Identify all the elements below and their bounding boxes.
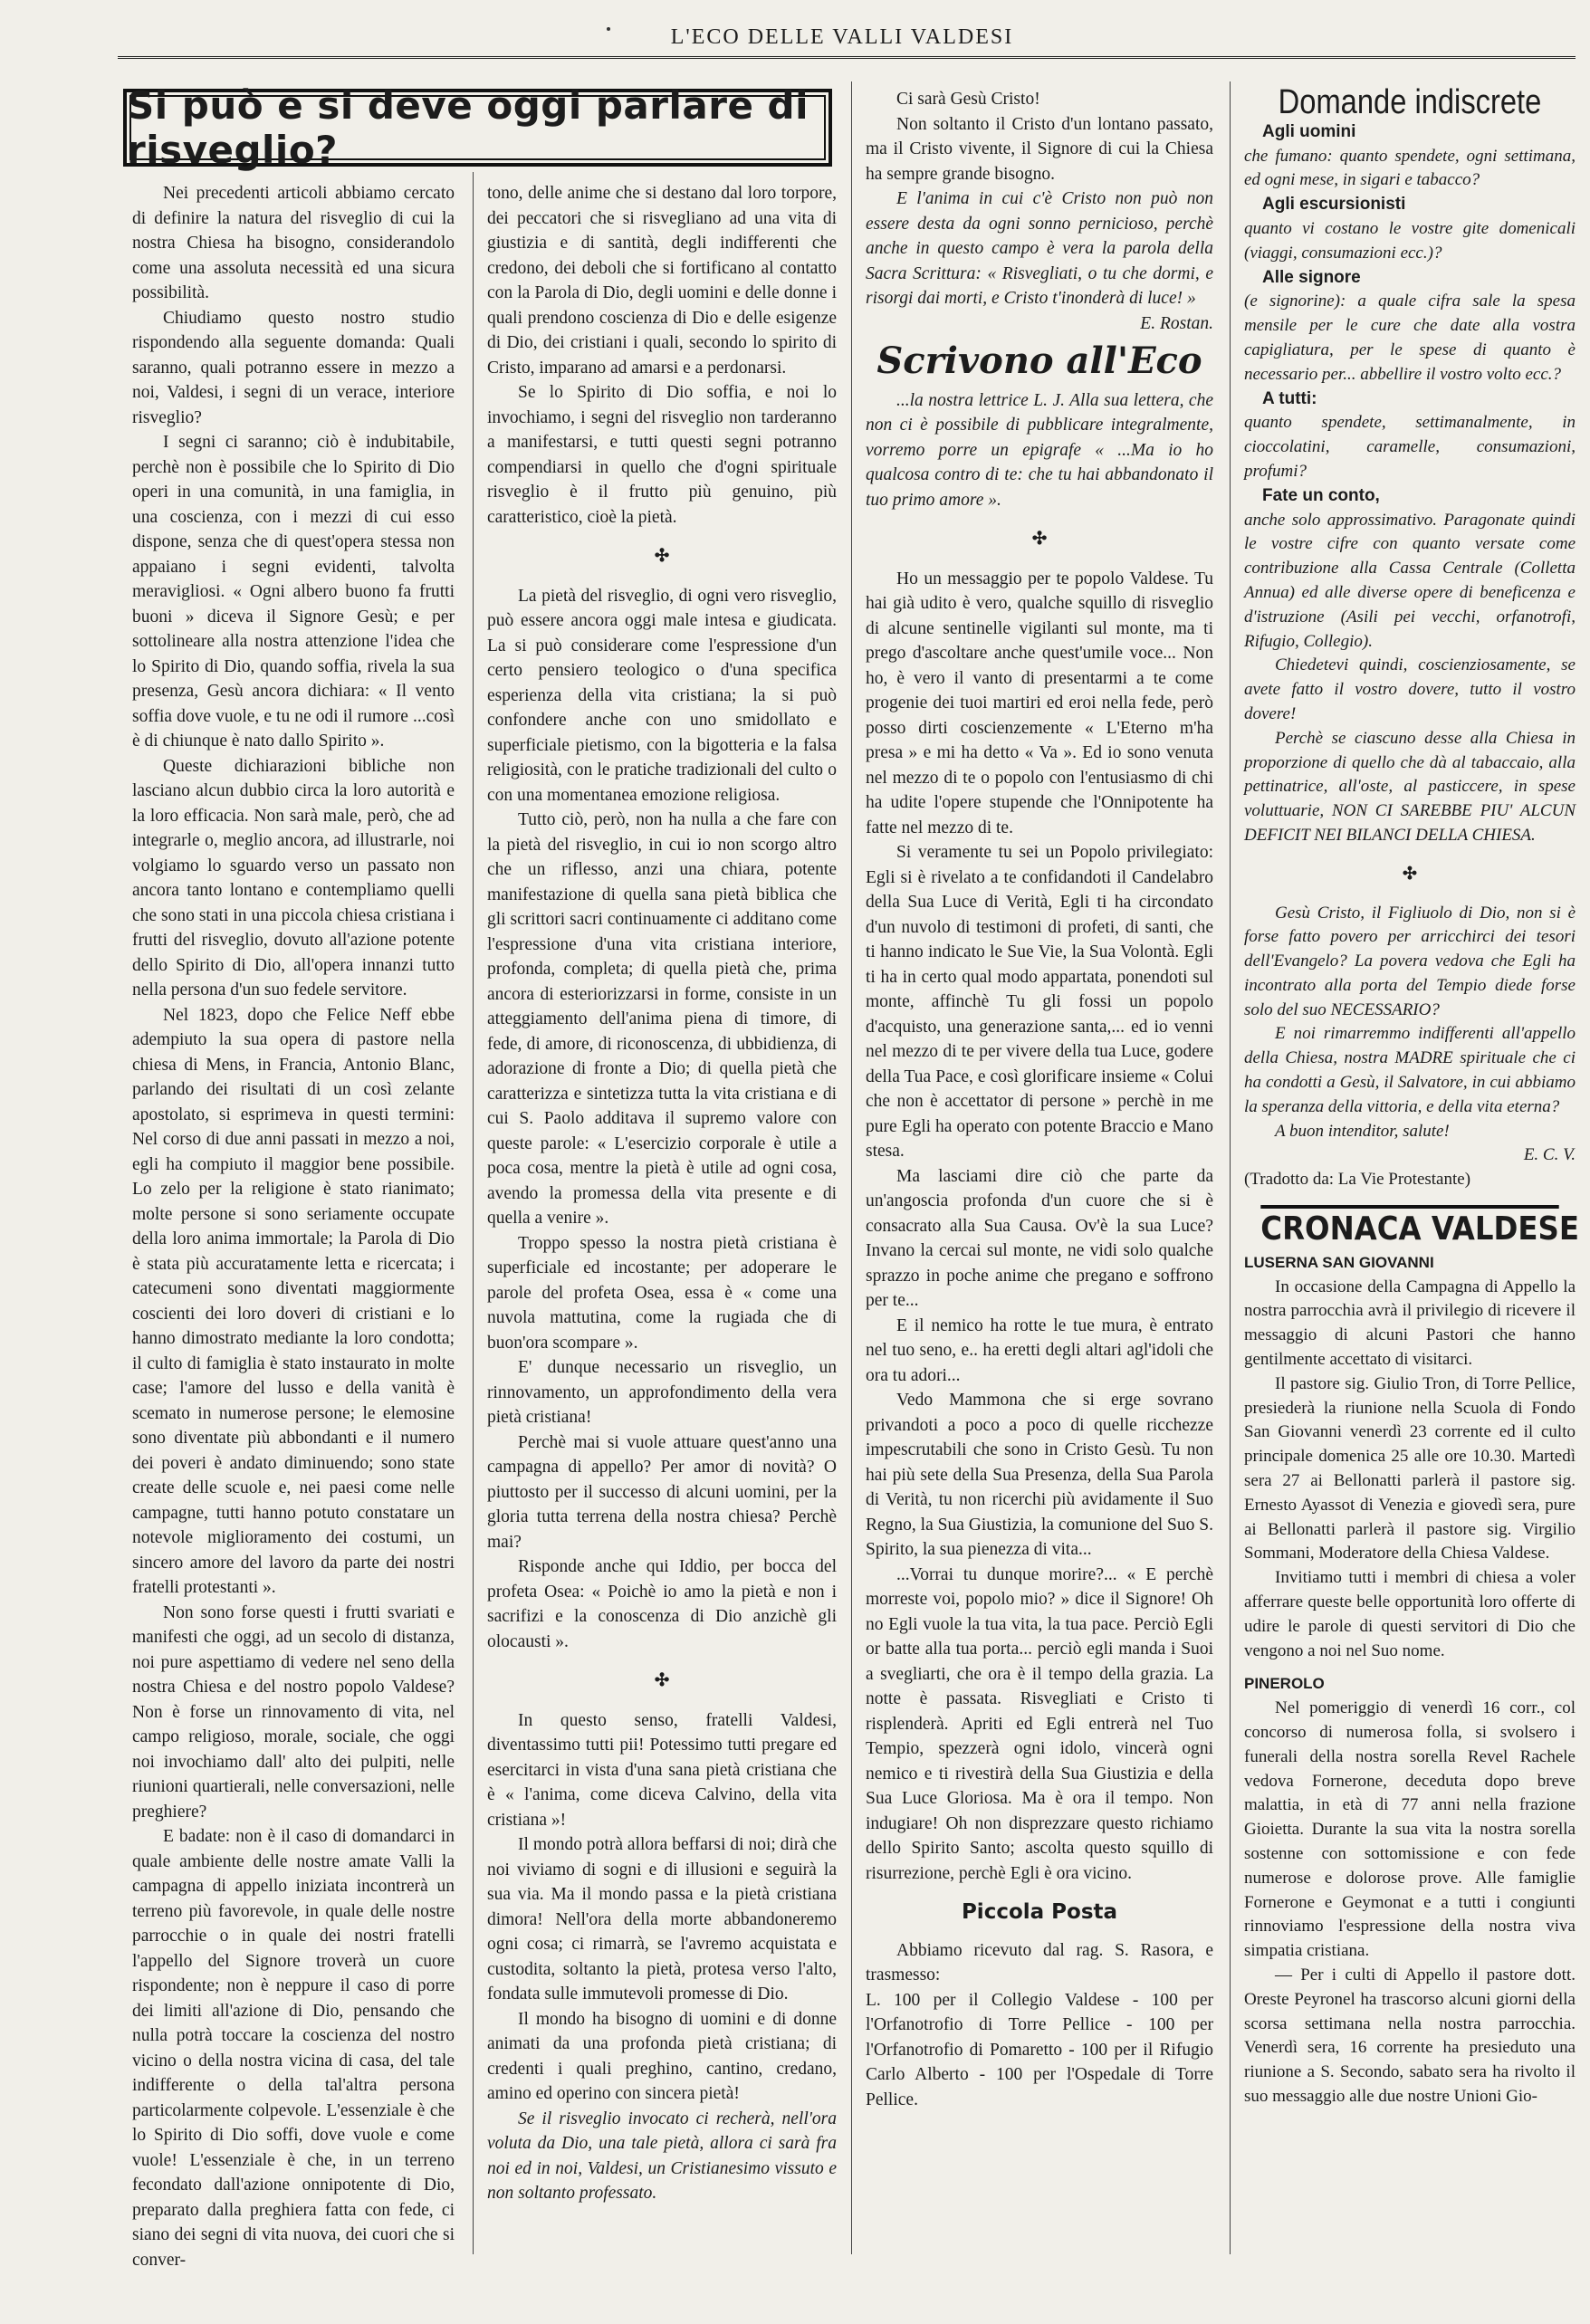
header-rule bbox=[118, 56, 1576, 59]
domande-text: quanto spendete, settimanalmente, in cioccolatini, caramelle, consumazioni, profumi? bbox=[1244, 413, 1576, 481]
column-divider-1 bbox=[473, 172, 474, 2254]
domande-p4: E noi rimarremmo indifferenti all'appello della Chiesa, nostra MADRE spirituale che ci ha condotti a Gesù, il Salvatore, in cui abbiamo la speranza della vittoria, e della vita eterna? bbox=[1244, 1024, 1576, 1116]
domande-text: (e signorine): a quale cifra sale la spesa mensile per le cure che date alla vostra capigliatura, per le spese di quanto è necessario per... abbellire il vostro volto ecc.? bbox=[1244, 292, 1576, 384]
article-paragraph: Risponde anche qui Iddio, per bocca del profeta Osea: « Poichè io amo la pietà e non i sacrifizi e la conoscenza di Dio anzichè gli olocausti ». bbox=[487, 1557, 837, 1651]
column-divider-3 bbox=[1230, 81, 1231, 2254]
posta-body: L. 100 per il Collegio Valdese - 100 per l'Orfanotrofio di Torre Pellice - 100 per l'Orfanotrofio di Pomaretto - 100 per il Rifugio Carlo Alberto - 100 per l'Ospedale di Torre Pellice. bbox=[866, 1990, 1213, 2109]
article-paragraph: Se il risveglio invocato ci recherà, nell'ora voluta da Dio, una tale pietà, allora ci sarà fra noi ed in noi, Valdesi, un Cristianesimo vissuto e non soltanto professato. bbox=[487, 2109, 837, 2203]
article-paragraph: La pietà del risveglio, di ogni vero risveglio, può essere ancora oggi male intesa e giudicata. La si può considerare come l'espressione d'un certo pensiero teologico o d'una specifica esperienza della vita cristiana; la si può confondere anche con uno smidollato e superficiale pietismo, con la bigotteria e la falsa religiosità, con le pratiche tradizionali del culto o con una momentanea emozione religiosa. bbox=[487, 586, 837, 805]
article-paragraph: Chiudiamo questo nostro studio rispondendo alla seguente domanda: Quali saranno, quali potranno essere in mezzo a noi, Valdesi, i segni di un verace, interiore risveglio? bbox=[132, 308, 455, 427]
article-paragraph: Il mondo ha bisogno di uomini e di donne animati da una profonda pietà cristiana; di credenti i quali preghino, cantino, credano, amino ed operino con sincera pietà! bbox=[487, 2009, 837, 2103]
domande-title: Domande indiscrete bbox=[1278, 83, 1542, 121]
domande-signature: E. C. V. bbox=[1523, 1145, 1576, 1165]
cronaca-location-pinerolo: PINEROLO bbox=[1244, 1675, 1325, 1693]
article-paragraph: Perchè mai si vuole attuare quest'anno una campagna di appello? Per amor di novità? O piuttosto per il successo di alcuni uomini, per la gloria tutta terrena della nostra chiesa? Perchè mai? bbox=[487, 1432, 837, 1552]
domande-p3: Gesù Cristo, il Figliuolo di Dio, non si è forse fatto povero per arricchirci dei tesori dell'Evangelo? La povera vedova che Egli ha incontrato alla porta del Tempio diede forse solo del suo NECESSARIO? bbox=[1244, 903, 1576, 1019]
domande-p2: Perchè se ciascuno desse alla Chiesa in proporzione di quello che dà al tabaccaio, alla pettinatrice, all'oste, al pasticcere, in spese voluttuarie, NON CI SAREBBE PIU' ALCUN DEFICIT NEI BILANCI DELLA CHIESA. bbox=[1244, 728, 1576, 845]
article-paragraph: Nel 1823, dopo che Felice Neff ebbe adempiuto la sua opera di pastore nella chiesa di Mens, in Francia, Antonio Blanc, parlando dei risultati di un così zelante apostolato, si esprimeva in questi termini: Nel corso di due anni passati in mezzo a noi, egli ha compiuto il maggior bene possibile. Lo zelo per la religione è stato rianimato; molte persone si sono seriamente occupate della loro anima immortale; la Parola di Dio è stata più accuratamente letta e ricercata; i catecumeni sono diventati maggiormente coscienti dei loro doveri di cristiani e lo hanno dimostrato mediante la loro condotta; il culto di famiglia è stato instaurato in molte case; l'amore del lusso e della vanità è scemato in numerose persone; le elemosine sono diventate più abbondanti e il numero dei poveri è andato diminuendo; sono state create delle scuole e, nei paesi come nelle campagne, tutti hanno potuto constatare un notevole miglioramento dei costumi, un sincero amore del lavoro da parte dei nostri fratelli protestanti ». bbox=[132, 1005, 455, 1597]
article-paragraph: Troppo spesso la nostra pietà cristiana è superficiale ed incostante; per adoperare le parole del profeta Osea, essa è « come una nuvola mattutina, come la rugiada che di buon'ora scompare ». bbox=[487, 1233, 837, 1353]
domande-p5: A buon intenditor, salute! bbox=[1275, 1121, 1450, 1141]
article-column-2 bbox=[487, 181, 837, 2206]
cronaca-p1: In occasione della Campagna di Appello la nostra parrocchia avrà il privilegio di ricevere il messaggio di alcuni Pastori che hanno gentilmente accettato di visitarci. bbox=[1244, 1277, 1576, 1370]
article-paragraph: E badate: non è il caso di domandarci in quale ambiente delle nostre amate Valli la campagna di appello iniziata incontrerà un terreno più favorevole, in quale delle nostre parrocchie o in quale dei nostri fratelli l'appello del Signore troverà un cuore rispondente; non è neppure il caso di porre dei limiti all'azione di Dio, pensando che nulla potrà toccare la coscienza del nostro vicino o della nostra vicina di casa, del tale indifferente o della tal'altra persona particolarmente colpevole. L'essenziale è che lo Spirito di Dio soffi, dove vuole e come vuole! L'essenziale è che, in un terreno fecondato dall'azione onnipotente di Dio, preparato dalla preghiera fatta con fede, ci siano dei segni di vita nuova, dei cuori che si conver- bbox=[132, 1827, 455, 2270]
cronaca-title: CRONACA VALDESE bbox=[1260, 1205, 1558, 1242]
cronaca-p2: Il pastore sig. Giulio Tron, di Torre Pellice, presiederà la riunione nella Scuola di Fondo San Giovanni venerdì 23 corrente ed il culto principale domenica 25 alle ore 10.30. Martedì sera 27 ai Bellonatti parlerà il pastore sig. Ernesto Ayassot di Venezia e giovedì sera, pure ai Bellonatti parlerà il pastore sig. Virgilio Sommani, Moderatore della Chiesa Valdese. bbox=[1244, 1373, 1576, 1564]
article-ending bbox=[866, 87, 1213, 311]
domande-text: quanto vi costano le vostre gite domenicali (viaggi, consumazioni ecc.)? bbox=[1244, 218, 1576, 263]
article-paragraph: E l'anima in cui c'è Cristo non può non essere desta da ogni sonno pernicioso, perchè anche in questo campo è vera la parola della Sacra Scrittura: « Risvegliati, o tu che dormi, e risorgi dai morti, e Cristo t'inonderà di luce! » bbox=[866, 189, 1213, 308]
article-paragraph: Tutto ciò, però, non ha nulla a che fare con la pietà del risveglio, in cui io non scorgo altro che un riflesso, anzi una chiara, potente manifestazione di quella sana pietà biblica che gli scrittori sacri continuamente ci additano come l'espressione d'una vita cristiana interiore, profonda, completa; di quella pietà che, prima ancora di esteriorizzarsi in forme, consiste in un atteggiamento dell'anima piena di timore, di fede, di amore, di riconoscenza, di ubbidienza, di adorazione di fronte a Dio; di quella pietà che caratterizza e sintetizza tutta la vita cristiana e di cui S. Paolo additava il supremo valore con queste parole: « L'esercizio corporale è utile a poca cosa, mentre la pietà è utile ad ogni cosa, avendo la promessa della vita presente e di quella a venire ». bbox=[487, 810, 837, 1228]
scrivono-body bbox=[866, 567, 1213, 1887]
article-paragraph: Nei precedenti articoli abbiamo cercato di definire la natura del risveglio di cui la nostra Chiesa ha bisogno, considerandolo come una assoluta necessità ed una sicura possibilità. bbox=[132, 184, 455, 302]
domande-heading: Agli escursionisti bbox=[1262, 195, 1406, 215]
domande-heading: Fate un conto, bbox=[1262, 485, 1380, 505]
domande-heading: Agli uomini bbox=[1262, 121, 1356, 141]
cross-ornament: ✣ bbox=[654, 547, 670, 566]
cross-ornament: ✣ bbox=[1031, 530, 1048, 549]
article-paragraph: In questo senso, fratelli Valdesi, diventassimo tutti pii! Potessimo tutti pregare ed esercitarci in vista d'una sana pietà cristiana che è « l'anima, come diceva Calvino, della vita cristiana »! bbox=[487, 1710, 837, 1830]
article-paragraph: Non sono forse questi i frutti svariati e manifesti che oggi, ad un secolo di distanza, noi pure aspettiamo di vedere nel seno della nostra Chiesa e del nostro popolo Valdese? Non è forse un rinnovamento di vita, nel campo religioso, morale, sociale, che oggi noi invochiamo dall' alto dei pulpiti, nelle riunioni quartierali, nelle conversazioni, nelle preghiere? bbox=[132, 1602, 455, 1822]
letter-paragraph: Ho un messaggio per te popolo Valdese. Tu hai già udito è vero, qualche squillo di risveglio di alcune sentinelle vigilanti sul monte, ma ti prego d'ascoltare anche quest'umile voce... Non ho, è vero il vanto di presentarmi a te come progenie dei tuoi martiri ed eroi nella fede, però posso dirti coscienzemente « L'Eterno m'ha presa » e mi ha detto « Va ». Ed io sono venuta nel mezzo di te o popolo con l'entusiasmo di chi ha udite l'opere stupende che l'Onnipotente ha fatte nel mezzo di te. bbox=[866, 569, 1213, 837]
cronaca-p5: — Per i culti di Appello il pastore dott. Oreste Peyronel ha trascorso alcuni giorni della scorsa settimana nella nostra parrocchia. Venerdì sera, 16 corrente ha presieduto una riunione a S. Secondo, sabato sera ha rivolto il suo messaggio alle due nostre Unioni Gio- bbox=[1244, 1965, 1576, 2106]
article-title: Si può e si deve oggi parlare di risveglio? bbox=[127, 83, 809, 172]
article-paragraph: Non soltanto il Cristo d'un lontano passato, ma il Cristo vivente, il Signore di cui la Chiesa ha sempre grande bisogno. bbox=[866, 114, 1213, 184]
article-title-box bbox=[123, 83, 832, 172]
article-paragraph: Ci sarà Gesù Cristo! bbox=[896, 90, 1040, 109]
scrivono-title: Scrivono all'Eco bbox=[876, 340, 1202, 382]
article-paragraph: I segni ci saranno; ciò è indubitabile, perchè non è possibile che lo Spirito di Dio operi in una comunità, in una famiglia, in una coscienza, con i mezzi di cui esso dispone, senza che di quest'opera stessa non appaiano i segni evidenti, talvolta meravigliosi. « Ogni albero buono fa frutti buoni » diceva il Signore Gesù; e per sottolineare alla nostra attenzione l'idea che lo Spirito di Dio, quando soffia, rivela la sua presenza, Gesù ancora dichiara: « Il vento soffia dove vuole, e tu ne odi il rumore ...così è di chiunque è nato dallo Spirito ». bbox=[132, 433, 455, 751]
article-paragraph: Il mondo potrà allora beffarsi di noi; dirà che noi viviamo di sogni e di illusioni e seguirà la sua via. Ma il mondo passa e la pietà cristiana dimora! Nell'ora della morte abbandoneremo ogni cosa; ci rimarrà, se l'avremo acquistata e custodita, soltanto la pietà, protesa verso l'alto, fondata sulle immutevoli promesse di Dio. bbox=[487, 1835, 837, 2004]
article-paragraph: tono, delle anime che si destano dal loro torpore, dei peccatori che si risvegliano ad una vita di giustizia e di santità, degli indifferenti che credono, dei deboli che si fortificano al contatto con la Parola di Dio, degli uomini e delle donne i quali prendono coscienza di Dio e delle esigenze di Dio, dei cristiani i quali, secondo lo spirito di Cristo, imparano ad amarsi e a perdonarsi. bbox=[487, 184, 837, 378]
newspaper-header: L'ECO DELLE VALLI VALDESI bbox=[670, 25, 1014, 49]
cronaca-p3: Invitiamo tutti i membri di chiesa a voler afferrare queste belle opportunità loro offerte di udire le parole di questi servitori di Dio che vengono a noi nel Suo nome. bbox=[1244, 1568, 1576, 1660]
domande-source: (Tradotto da: La Vie Protestante) bbox=[1244, 1170, 1471, 1190]
article-signature: E. Rostan. bbox=[1140, 313, 1213, 333]
letter-paragraph: Si veramente tu sei un Popolo privilegiato: Egli si è rivelato a te confidandoti il Candelabro della Sua Luce di Verità, Egli ti ha circondato d'un nuvolo di testimoni di profeti, di santi, che ti hanno indicato le Sue Vie, la Sua Volontà. Egli ti ha in certo qual modo appartata, ponendoti sul monte, affinchè Tu gli fossi un popolo d'acquisto, una generazione santa,... ed io venni nel mezzo di te per vivere della tua Luce, godere della Tua Pace, e così glorificare insieme « Colui che non è accettator di persone » perchè in me pure Egli ha operato con potente Braccio e Mano stesa. bbox=[866, 843, 1213, 1161]
cronaca-p4: Nel pomeriggio di venerdì 16 corr., col concorso di numerosa folla, si svolsero i funerali della nostra sorella Revel Rachele vedova Fornerone, deceduta dopo breve malattia, in età di 77 anni nella frazione Gioietta. Durante la sua vita la nostra sorella sostenne con sottomissione e con fede numerose e dolorose prove. Alle famiglie Fornerone e Geymonat e a tutti i congiunti rinnoviamo l'espressione della nostra viva simpatia cristiana. bbox=[1244, 1698, 1576, 1961]
article-paragraph: Se lo Spirito di Dio soffia, e noi lo invochiamo, i segni del risveglio non tarderanno a manifestarsi, e tutti questi segni potranno compendiarsi in quello che d'ogni spirituale risveglio è il frutto più genuino, più caratteristico, cioè la pietà. bbox=[487, 383, 837, 527]
article-column-3 bbox=[866, 87, 1213, 2112]
letter-paragraph: E il nemico ha rotte le tue mura, è entrato nel tuo seno, e.. ha eretti degli altari agl'idoli che ora tu adori... bbox=[866, 1315, 1213, 1385]
domande-heading: Alle signore bbox=[1262, 267, 1361, 287]
domande-heading: A tutti: bbox=[1262, 388, 1317, 408]
column-divider-2 bbox=[851, 81, 852, 2254]
cronaca-location-luserna: LUSERNA SAN GIOVANNI bbox=[1244, 1253, 1434, 1271]
cross-ornament-2: ✣ bbox=[1403, 864, 1417, 884]
domande-text: anche solo approssimativo. Paragonate quindi le vostre cifre con quanto versate come contribuzione alla Cassa Centrale (Colletta Annua) ed alle diverse opere di beneficenza e d'istruzione (Asili pei vecchi, orfanotrofi, Rifugio, Collegio). bbox=[1244, 510, 1576, 651]
posta-title: Piccola Posta bbox=[961, 1900, 1118, 1924]
domande-text: che fumano: quanto spendete, ogni settimana, ed ogni mese, in sigari e tabacco? bbox=[1244, 146, 1576, 190]
article-paragraph: Queste dichiarazioni bibliche non lasciano alcun dubbio circa la loro autorità e la loro efficacia. Non sarà male, però, che ad integrarle o, meglio ancora, ad illustrarle, noi volgiamo lo sguardo verso un passato non ancora tanto lontano e contempliamo quelli che sono stati in una piccola chiesa cristiana i frutti del risveglio, dovuto all'azione potente dello Spirito di Dio, all'opera innanzi tutto nella persona d'un suo fedele servitore. bbox=[132, 756, 455, 999]
letter-paragraph: ...Vorrai tu dunque morire?... « E perchè morreste voi, popolo mio? » dice il Signore! Oh no Egli vuole la tua vita, la tua pace. Perciò Egli or batte alla tua porta... perciò egli manda i Suoi a svegliarti, che ora è il tempo della grazia. La notte è passata. Risvegliati e Cristo ti risplenderà. Apriti ed Egli entrerà nel Tuo Tempio, spezzerà ogni idolo, vincerà ogni nemico e ti rivestirà della Sua Giustizia e della Sua Luce Gloriosa. Ma è ora il tempo. Non indugiare! Oh non disprezzare questo richiamo dello Spirito Santo; ascolta questo squillo di risurrezione, perchè Egli è ora vicino. bbox=[866, 1564, 1213, 1883]
letter-paragraph: Vedo Mammona che si erge sovrano privandoti a poco a poco di quelle ricchezze impescrutabili che sono in Cristo Gesù. Tu non hai più sete della Sua Presenza, della Sua Parola di Verità, tu non ricerchi più avidamente il Suo Regno, la Sua Giustizia, la comunione del Suo S. Spirito, la sua pienezza di vita... bbox=[866, 1391, 1213, 1559]
article-paragraph: E' dunque necessario un risveglio, un rinnovamento, un approfondimento della vera pietà cristiana! bbox=[487, 1358, 837, 1427]
scrivono-intro: ...la nostra lettrice L. J. Alla sua lettera, che non ci è possibile di pubblicare integralmente, vorremo porre un epigrafe « ...Ma io ho qualcosa contro di te: che tu hai abbandonato il tuo primo amore ». bbox=[866, 390, 1213, 510]
right-column bbox=[1244, 83, 1579, 2109]
domande-p1: Chiedetevi quindi, coscienziosamente, se avete fatto il vostro dovere, tutto il vostro dovere! bbox=[1244, 655, 1576, 723]
domande-items bbox=[1244, 120, 1576, 655]
cross-ornament: ✣ bbox=[654, 1671, 670, 1690]
article-column-1 bbox=[132, 181, 455, 2272]
posta-intro: Abbiamo ricevuto dal rag. S. Rasora, e trasmesso: bbox=[866, 1940, 1213, 1984]
letter-paragraph: Ma lasciami dire ciò che parte da un'angoscia profonda d'un cuore che si è consacrato alla Sua Causa. Ov'è la sua Luce? Invano la cercai sul monte, ne vidi solo qualche sprazzo in poche anime che pregano e soffrono per te... bbox=[866, 1166, 1213, 1310]
